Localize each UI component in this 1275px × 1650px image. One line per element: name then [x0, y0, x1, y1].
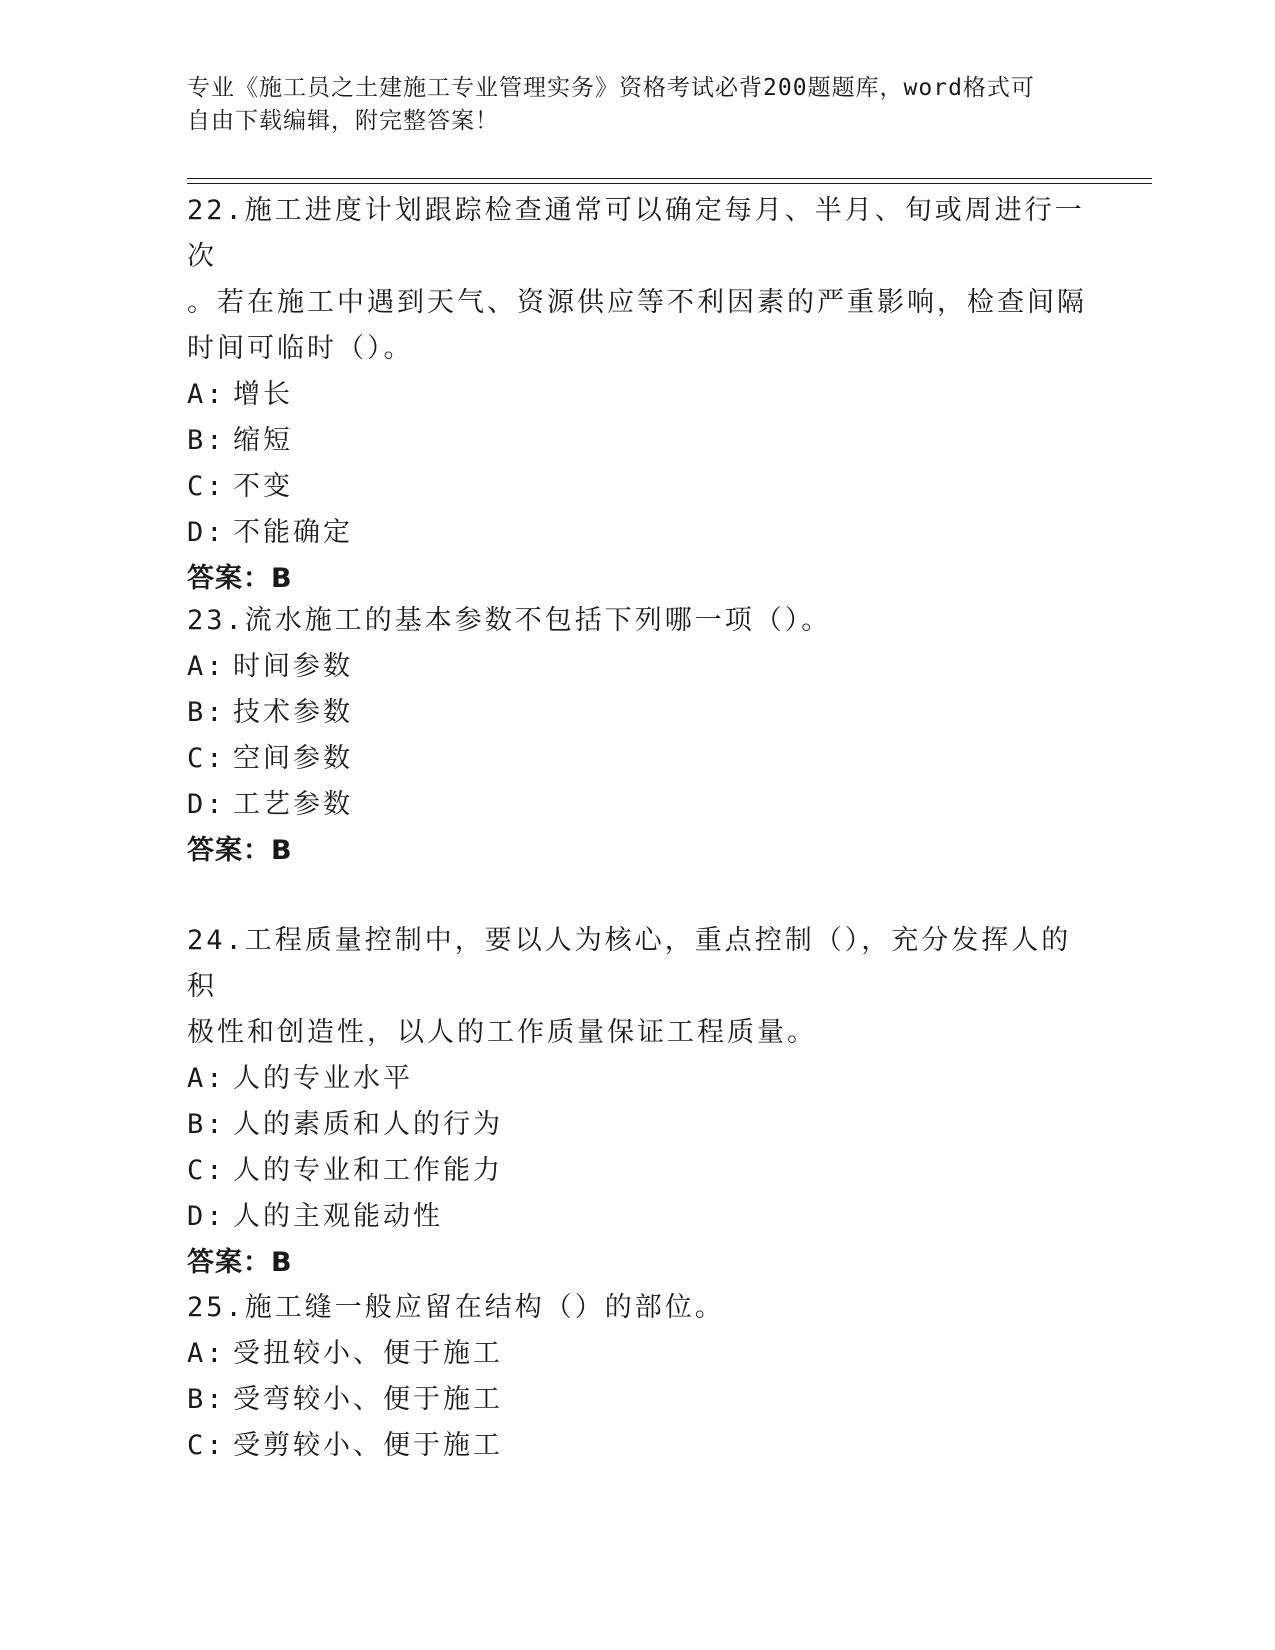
header-line-1: 专业《施工员之土建施工专业管理实务》资格考试必背200题题库，word格式可 [187, 75, 1035, 101]
question-text-line: 22.施工进度计划跟踪检查通常可以确定每月、半月、旬或周进行一次 [187, 195, 1085, 272]
option-b [187, 418, 1087, 464]
option-b [187, 1377, 1087, 1423]
question-text-line: 极性和创造性，以人的工作质量保证工程质量。 [187, 1017, 817, 1048]
question-22 [187, 188, 1087, 602]
option-text: 缩短 [233, 425, 293, 456]
question-text-line: 。若在施工中遇到天气、资源供应等不利因素的严重影响，检查间隔 [187, 287, 1087, 318]
option-key: A: [187, 379, 226, 410]
option-text: 不变 [233, 471, 293, 502]
option-c [187, 736, 1087, 782]
option-a [187, 1331, 1087, 1377]
option-text: 技术参数 [233, 697, 353, 728]
option-key: C: [187, 1430, 226, 1461]
question-text-line: 25.施工缝一般应留在结构（）的部位。 [187, 1292, 725, 1323]
option-key: A: [187, 651, 226, 682]
option-text: 人的专业和工作能力 [233, 1155, 503, 1186]
option-key: D: [187, 1201, 226, 1232]
option-text: 时间参数 [233, 651, 353, 682]
option-text: 增长 [233, 379, 293, 410]
option-text: 不能确定 [233, 517, 353, 548]
option-c [187, 1423, 1087, 1469]
option-key: A: [187, 1063, 226, 1094]
option-key: C: [187, 471, 226, 502]
option-a [187, 1056, 1087, 1102]
option-text: 工艺参数 [233, 789, 353, 820]
option-c [187, 464, 1087, 510]
header-divider-top [187, 178, 1152, 179]
option-text: 人的素质和人的行为 [233, 1109, 503, 1140]
question-23 [187, 598, 1087, 874]
answer-label: 答案：B [187, 563, 293, 594]
document-header [187, 72, 1067, 138]
option-key: D: [187, 789, 226, 820]
option-b [187, 690, 1087, 736]
option-key: D: [187, 517, 226, 548]
question-24 [187, 918, 1087, 1286]
answer-label: 答案：B [187, 1247, 293, 1278]
option-c [187, 1148, 1087, 1194]
option-b [187, 1102, 1087, 1148]
option-key: B: [187, 425, 226, 456]
header-divider-bottom [187, 183, 1152, 184]
option-a [187, 644, 1087, 690]
option-text: 空间参数 [233, 743, 353, 774]
question-text-line: 时间可临时（）。 [187, 333, 414, 364]
option-a [187, 372, 1087, 418]
option-text: 人的专业水平 [233, 1063, 413, 1094]
option-text: 受弯较小、便于施工 [233, 1384, 503, 1415]
option-key: B: [187, 1384, 226, 1415]
option-d [187, 1194, 1087, 1240]
option-d [187, 782, 1087, 828]
header-line-2: 自由下载编辑，附完整答案！ [187, 108, 499, 134]
option-key: C: [187, 1155, 226, 1186]
question-text-line: 23.流水施工的基本参数不包括下列哪一项（）。 [187, 605, 832, 636]
option-text: 人的主观能动性 [233, 1201, 443, 1232]
option-text: 受扭较小、便于施工 [233, 1338, 503, 1369]
answer-label: 答案：B [187, 835, 293, 866]
option-key: C: [187, 743, 226, 774]
option-key: B: [187, 697, 226, 728]
question-text-line: 24.工程质量控制中，要以人为核心，重点控制（），充分发挥人的积 [187, 925, 1072, 1002]
option-d [187, 510, 1087, 556]
option-text: 受剪较小、便于施工 [233, 1430, 503, 1461]
question-25 [187, 1285, 1087, 1469]
option-key: B: [187, 1109, 226, 1140]
option-key: A: [187, 1338, 226, 1369]
